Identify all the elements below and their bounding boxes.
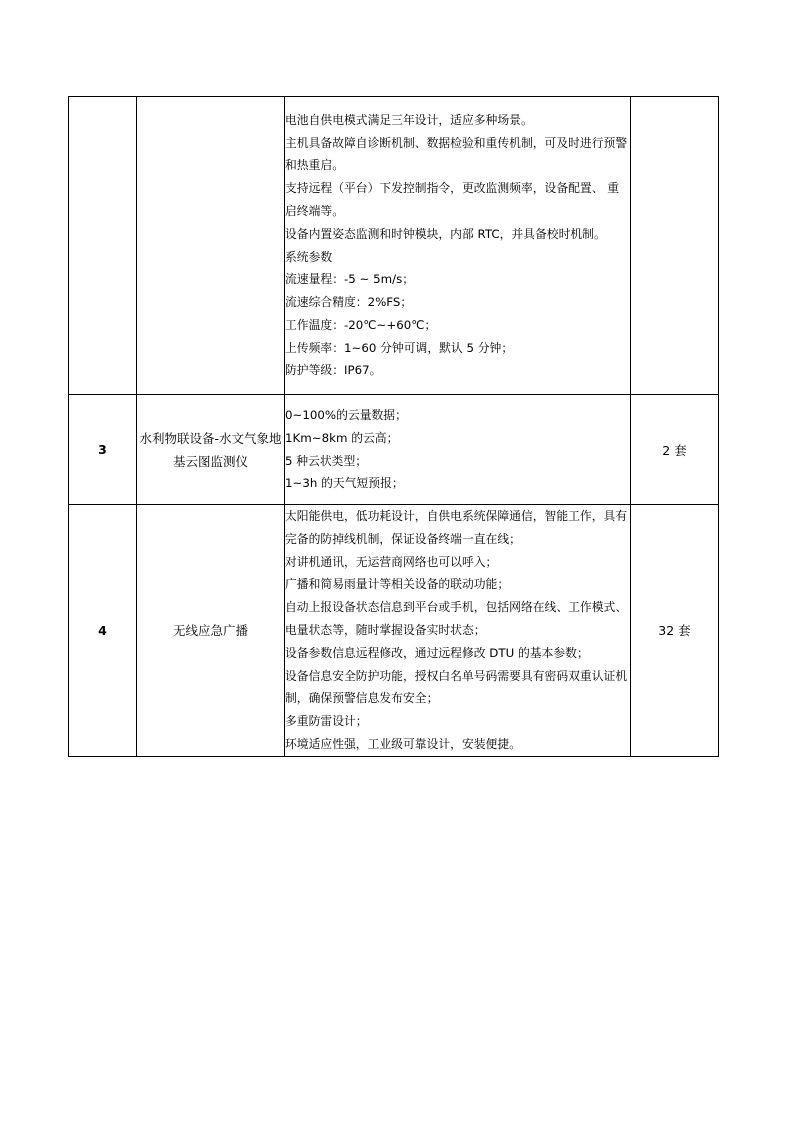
spec-line: 对讲机通讯，无运营商网络也可以呼入； [285,554,498,569]
spec-line: 5 种云状类型； [285,453,368,468]
spec-line: 1Km~8km 的云高； [285,430,399,445]
table-row [69,395,719,505]
row-number: 3 [69,395,137,505]
spec-line: 设备参数信息远程修改，通过远程修改 DTU 的基本参数； [285,645,589,660]
spec-line: 系统参数 [285,249,333,264]
quantity [631,97,719,395]
spec-cell [285,505,631,757]
spec-line: 设备内置姿态监测和时钟模块，内部 RTC，并具备校时机制。 [285,226,606,241]
spec-line: 支持远程（平台）下发控制指令，更改监测频率，设备配置、 重启终端等。 [285,181,620,218]
spec-line: 电池自供电模式满足三年设计，适应多种场景。 [285,112,533,127]
spec-cell [285,395,631,505]
row-number [69,97,137,395]
spec-line: 0~100%的云量数据； [285,407,407,422]
spec-line: 1~3h 的天气短预报； [285,476,404,491]
device-name: 水利物联设备-水文气象地基云图监测仪 [137,395,285,505]
spec-line: 设备信息安全防护功能，授权白名单号码需要具有密码双重认证机制，确保预警信息发布安全； [285,668,628,706]
spec-line: 上传频率：1~60 分钟可调，默认 5 分钟； [285,340,514,355]
spec-line: 主机具备故障自诊断机制、数据检验和重传机制，可及时进行预警和热重启。 [285,135,628,173]
spec-line: 环境适应性强，工业级可靠设计，安装便捷。 [285,736,521,751]
table-row [69,97,719,395]
specification-table [68,96,719,757]
spec-line: 多重防雷设计； [285,714,368,729]
device-name [137,97,285,395]
spec-line: 自动上报设备状态信息到平台或手机，包括网络在线、工作模式、电量状态等，随时掌握设备实时状态； [285,600,628,637]
quantity: 2 套 [631,395,719,505]
spec-line: 广播和简易雨量计等相关设备的联动功能； [285,577,510,592]
spec-line: 太阳能供电，低功耗设计，自供电系统保障通信，智能工作，具有完备的防掉线机制，保证设备终端一直在线； [285,509,628,546]
spec-line: 流速综合精度：2%FS； [285,295,413,310]
spec-line: 流速量程：-5 ~ 5m/s； [285,272,415,287]
spec-line: 工作温度：-20℃~+60℃； [285,317,437,332]
quantity: 32 套 [631,505,719,757]
spec-line: 防护等级：IP67。 [285,363,382,378]
table-row [69,505,719,757]
device-name: 无线应急广播 [137,505,285,757]
spec-cell [285,97,631,395]
row-number: 4 [69,505,137,757]
